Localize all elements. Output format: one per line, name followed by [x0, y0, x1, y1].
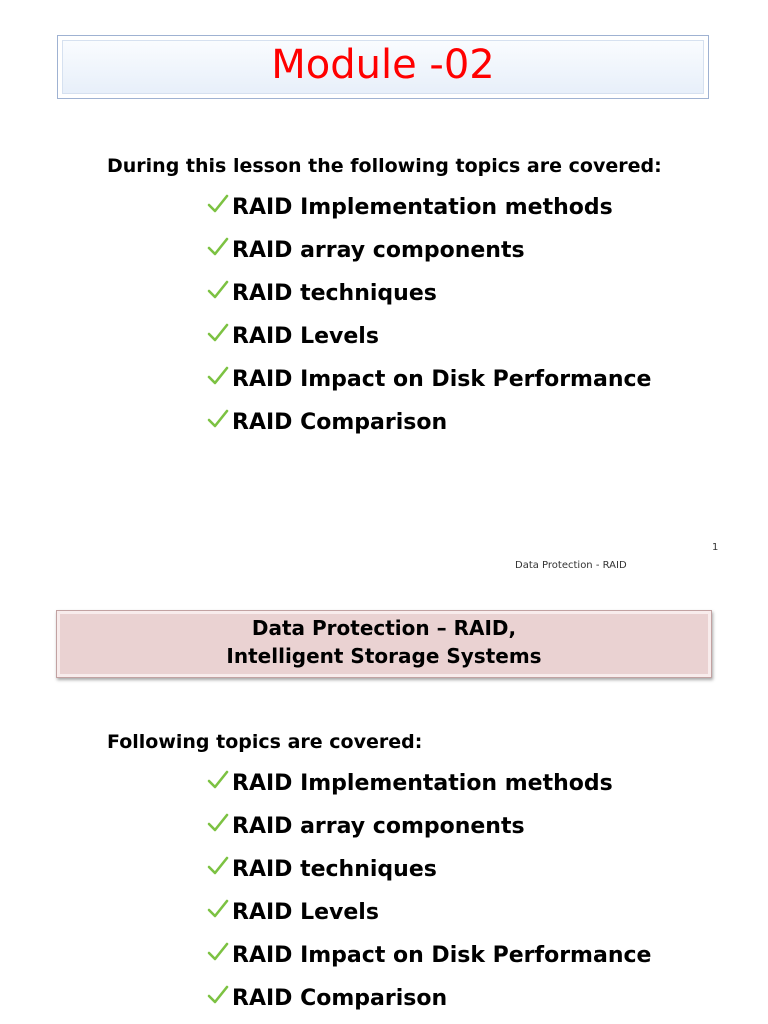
- topic-label: RAID Levels: [232, 323, 379, 349]
- check-mark-icon: [206, 364, 230, 388]
- list-item: [206, 401, 651, 444]
- check-mark-icon: [206, 854, 230, 878]
- section-title-line-2: Intelligent Storage Systems: [226, 644, 542, 668]
- check-mark-icon: [206, 897, 230, 921]
- check-mark-icon: [206, 983, 230, 1007]
- list-item: [206, 315, 651, 358]
- section-title-box: [56, 610, 712, 678]
- topic-label: RAID Impact on Disk Performance: [232, 942, 652, 968]
- topic-label: RAID techniques: [232, 856, 437, 882]
- topic-label: RAID Comparison: [232, 985, 448, 1011]
- topic-label: RAID Implementation methods: [232, 770, 613, 796]
- lesson-intro: During this lesson the following topics are covered:: [107, 155, 662, 177]
- list-item: [206, 934, 651, 977]
- check-mark-icon: [206, 192, 230, 216]
- list-item: [206, 762, 651, 805]
- topic-label: RAID array components: [232, 237, 525, 263]
- topic-label: RAID Levels: [232, 899, 379, 925]
- section-title-line-1: Data Protection – RAID,: [251, 616, 517, 640]
- page-number: 1: [712, 542, 719, 553]
- check-mark-icon: [206, 321, 230, 345]
- module-title-box: [57, 35, 709, 99]
- topic-label: RAID Impact on Disk Performance: [232, 366, 652, 392]
- topic-label: RAID techniques: [232, 280, 437, 306]
- list-item: [206, 891, 651, 934]
- list-item: [206, 272, 651, 315]
- check-mark-icon: [206, 278, 230, 302]
- topic-label: RAID Implementation methods: [232, 194, 613, 220]
- topic-list-2: [206, 762, 651, 1020]
- topics-intro: Following topics are covered:: [107, 731, 423, 753]
- module-title: Module -02: [271, 42, 495, 88]
- check-mark-icon: [206, 235, 230, 259]
- list-item: [206, 848, 651, 891]
- check-mark-icon: [206, 811, 230, 835]
- list-item: [206, 805, 651, 848]
- check-mark-icon: [206, 768, 230, 792]
- slide-footer: Data Protection - RAID: [515, 560, 627, 571]
- list-item: [206, 977, 651, 1020]
- topic-list-1: [206, 186, 651, 444]
- topic-label: RAID Comparison: [232, 409, 448, 435]
- list-item: [206, 186, 651, 229]
- check-mark-icon: [206, 407, 230, 431]
- check-mark-icon: [206, 940, 230, 964]
- list-item: [206, 229, 651, 272]
- list-item: [206, 358, 651, 401]
- topic-label: RAID array components: [232, 813, 525, 839]
